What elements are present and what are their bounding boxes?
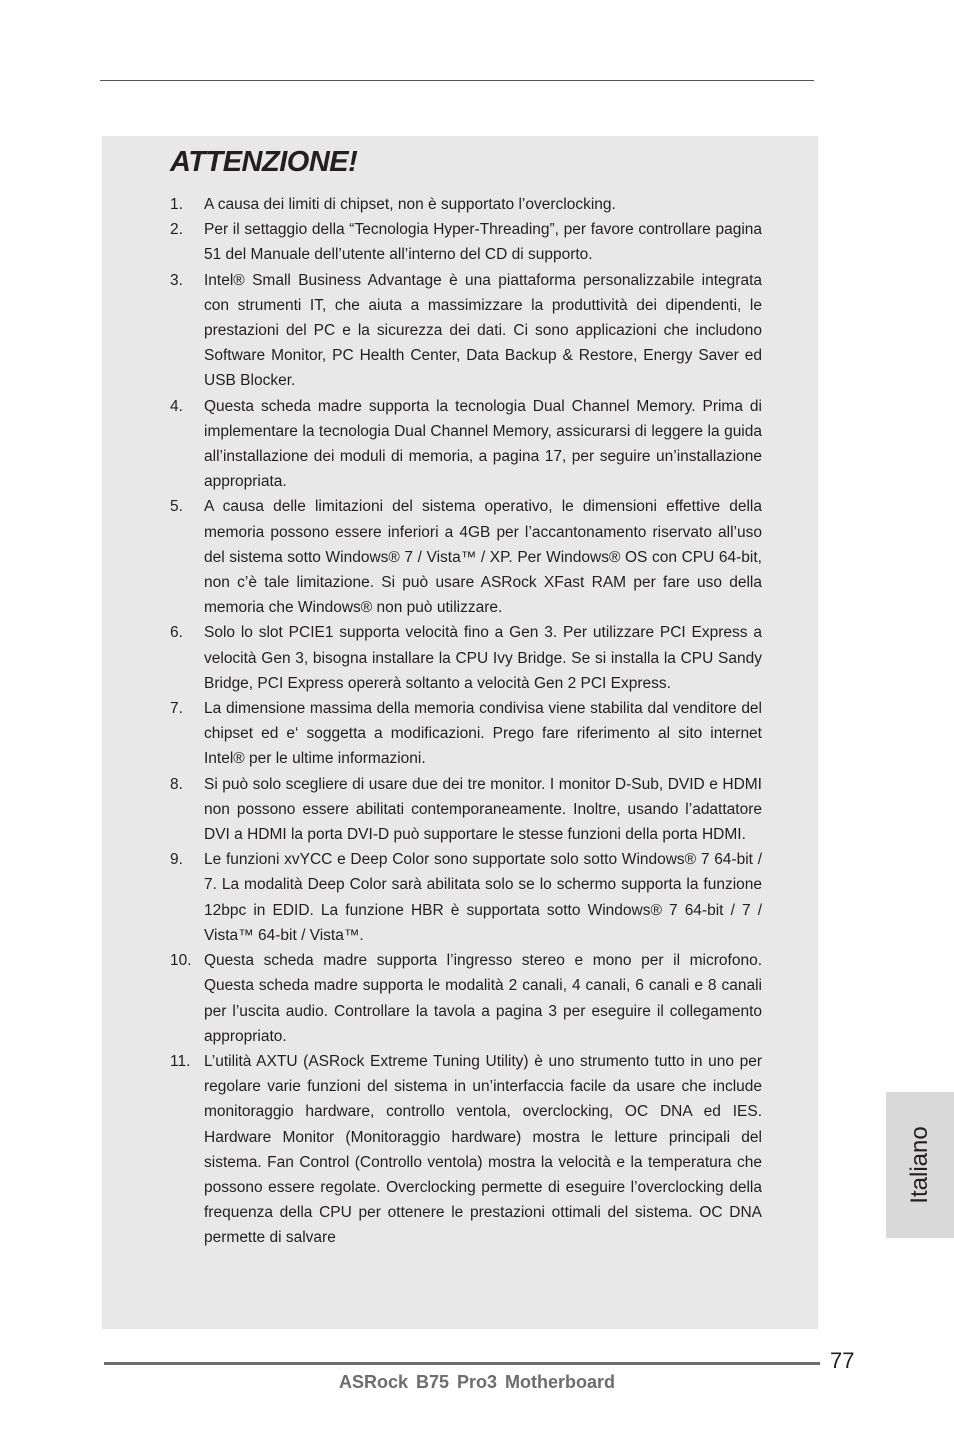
list-item bbox=[170, 1049, 762, 1251]
list-item bbox=[170, 494, 762, 620]
item-number: 10. bbox=[170, 952, 192, 970]
item-number: 6. bbox=[170, 624, 183, 642]
item-text: Solo lo slot PCIE1 supporta velocità fino a Gen 3. Per utilizzare PCI Express a velocità Gen 3, bisogna installare la CPU Ivy Bridge. Se si installa la CPU Sandy Bridge, PCI Express opererà soltanto a velocità Gen 2 PCI Express. bbox=[204, 624, 762, 692]
item-text: Per il settaggio della “Tecnologia Hyper-Threading”, per favore controllare pagina 51 del Manuale dell’utente all’interno del CD di supporto. bbox=[204, 221, 762, 264]
item-text: Questa scheda madre supporta la tecnologia Dual Channel Memory. Prima di implementare la tecnologia Dual Channel Memory, assicurarsi di leggere la guida all’installazione dei moduli di memoria, a pagina 17, per seguire un’installazione appropriata. bbox=[204, 397, 762, 491]
language-side-tab bbox=[886, 1092, 954, 1238]
item-text: Le funzioni xvYCC e Deep Color sono supportate solo sotto Windows® 7 64-bit / 7. La modalità Deep Color sarà abilitata solo se lo schermo supporta la funzione 12bpc in EDID. La funzione HBR è supportata sotto Windows® 7 64-bit / 7 / Vista™ 64-bit / Vista™. bbox=[204, 851, 762, 944]
list-item bbox=[170, 394, 762, 495]
footer-product-name: ASRock B75 Pro3 Motherboard bbox=[338, 1372, 616, 1392]
item-number: 11. bbox=[170, 1052, 191, 1070]
item-number: 1. bbox=[170, 196, 183, 213]
item-number: 9. bbox=[170, 851, 183, 869]
notice-title: ATTENZIONE! bbox=[170, 146, 358, 178]
item-number: 2. bbox=[170, 221, 183, 239]
item-text: Si può solo scegliere di usare due dei tre monitor. I monitor D-Sub, DVID e HDMI non possono essere abilitati contemporaneamente. Inoltre, usando l’adattatore DVI a HDMI la porta DVI-D può supportare le stesse funzioni della porta HDMI. bbox=[204, 775, 762, 844]
item-text: La dimensione massima della memoria condivisa viene stabilita dal venditore del chipset ed e‘ soggetta a modificazioni. Prego fare riferimento al sito internet Intel® per le ultime informazioni. bbox=[204, 700, 762, 768]
item-text: Questa scheda madre supporta l’ingresso stereo e mono per il microfono. Questa scheda madre supporta le modalità 2 canali, 4 canali, 6 canali e 8 canali per l’uscita audio. Controllare la tavola a pagina 3 per eseguire il collegamento appropriato. bbox=[204, 952, 762, 1045]
list-item bbox=[170, 268, 762, 394]
item-number: 4. bbox=[170, 397, 183, 415]
list-item bbox=[170, 696, 762, 772]
footer-rule bbox=[104, 1362, 820, 1365]
list-item bbox=[170, 772, 762, 848]
item-text: A causa delle limitazioni del sistema operativo, le dimensioni effettive della memoria possono essere inferiori a 4GB per l’accantonamento riservato all’uso del sistema sotto Windows® 7 / Vista™ / XP. Per Windows® OS con CPU 64-bit, non c’è tale limitazione. Si può usare ASRock XFast RAM per fare uso della memoria che Windows® non può utilizzare. bbox=[204, 498, 762, 617]
item-number: 7. bbox=[170, 700, 183, 718]
list-item bbox=[170, 217, 762, 267]
item-text: A causa dei limiti di chipset, non è supportato l’overclocking. bbox=[204, 196, 616, 213]
list-item bbox=[170, 948, 762, 1049]
list-item bbox=[170, 620, 762, 696]
item-text: Intel® Small Business Advantage è una piattaforma personalizzabile integrata con strumenti IT, che aiuta a massimizzare la produttività dei dipendenti, le prestazioni del PC e la sicurezza dei dati. Ci sono applicazioni che includono Software Monitor, PC Health Center, Data Backup & Restore, Energy Saver ed USB Blocker. bbox=[204, 271, 762, 390]
language-label: Italiano bbox=[906, 1126, 933, 1204]
notes-list bbox=[170, 192, 762, 1251]
item-number: 5. bbox=[170, 498, 183, 516]
list-item bbox=[170, 847, 762, 948]
top-rule bbox=[100, 80, 814, 81]
item-text: L’utilità AXTU (ASRock Extreme Tuning Utility) è uno strumento tutto in uno per regolare varie funzioni del sistema in un’interfaccia facile da usare che include monitoraggio hardware, controllo ventola, overclocking, OC DNA ed IES. Hardware Monitor (Monitoraggio hardware) mostra le letture principali del sistema. Fan Control (Controllo ventola) mostra la velocità e la temperatura che possono essere regolate. Overclocking permette di eseguire l’overclocking della frequenza della CPU per ottenere le prestazioni ottimali del sistema. OC DNA permette di salvare bbox=[204, 1052, 762, 1247]
page-number: 77 bbox=[830, 1348, 855, 1373]
list-item bbox=[170, 192, 762, 217]
item-number: 3. bbox=[170, 271, 183, 289]
item-number: 8. bbox=[170, 775, 183, 793]
